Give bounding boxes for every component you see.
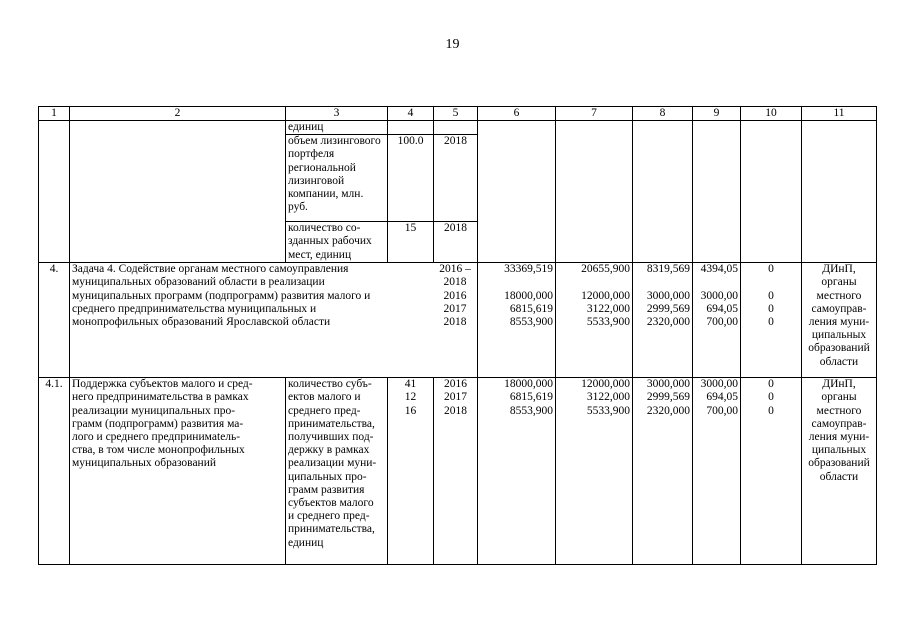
funding-col10: 0 0 0 [741, 378, 802, 565]
empty-cell [70, 121, 286, 263]
task-name-cell [70, 263, 478, 378]
value-cell: 15 [388, 222, 434, 263]
funding-col10: 0 0 0 0 [741, 263, 802, 378]
table-row [39, 121, 877, 135]
funding-col8: 3000,000 2999,569 2320,000 [633, 378, 693, 565]
row-number: 4. [39, 263, 70, 378]
indicator-cell: объем лизингового портфеля региональной лизинговой компании, млн. руб. [286, 135, 388, 222]
empty-cell [741, 121, 802, 263]
value-cell: 41 12 16 [388, 378, 434, 565]
program-table [38, 106, 877, 565]
row-number: 4.1. [39, 378, 70, 565]
empty-cell [633, 121, 693, 263]
empty-cell [802, 121, 877, 263]
total-funding: 33369,519 18000,000 6815,619 8553,900 [478, 263, 556, 378]
funding-col8: 8319,569 3000,000 2999,569 2320,000 [633, 263, 693, 378]
header-cell: 6 [478, 107, 556, 121]
empty-cell [478, 121, 556, 263]
year-cell: 2018 [434, 222, 478, 263]
empty-cell [693, 121, 741, 263]
header-cell: 1 [39, 107, 70, 121]
header-cell: 11 [802, 107, 877, 121]
header-cell: 2 [70, 107, 286, 121]
year-cell: 2016 2017 2018 [434, 378, 478, 565]
header-cell: 8 [633, 107, 693, 121]
indicator-cell: количество субъ- ектов малого и среднего пред- принимательства, получивших под- держку в рамках реализации муни- ципальных про- грамм развития субъектов малого и среднего пред- принимательства, единиц [286, 378, 388, 565]
header-cell: 10 [741, 107, 802, 121]
funding-col7: 12000,000 3122,000 5533,900 [556, 378, 633, 565]
header-cell: 5 [434, 107, 478, 121]
value-cell: 100.0 [388, 135, 434, 222]
value-cell [388, 121, 434, 135]
empty-cell [556, 121, 633, 263]
executor-cell: ДИнП, органы местного самоуправ- ления муни- ципальных образований области [802, 378, 877, 565]
task-name: Задача 4. Содействие органам местного самоуправления муниципальных образований области в реализации муниципальных программ (подпрограмм) развития малого и среднего предпринимательства муниципальных и монопрофильных образований Ярославской области [72, 263, 371, 329]
header-cell: 7 [556, 107, 633, 121]
subtask-row [39, 378, 877, 565]
subtask-name: Поддержка субъектов малого и сред- него предпринимательства в рамках реализации муниципальных про- грамм (подпрограмм) развития ма- лого и среднего предпринимatель- ства, в том числе монопрофильных муниципальных образований [70, 378, 286, 565]
page-number: 19 [445, 37, 460, 52]
task-row [39, 263, 877, 378]
total-funding: 18000,000 6815,619 8553,900 [478, 378, 556, 565]
indicator-cell: единиц [286, 121, 388, 135]
funding-col7: 20655,900 12000,000 3122,000 5533,900 [556, 263, 633, 378]
header-cell: 4 [388, 107, 434, 121]
year-cell [434, 121, 478, 135]
indicator-cell: количество со- зданных рабочих мест, единиц [286, 222, 388, 263]
header-row [39, 107, 877, 121]
header-cell: 3 [286, 107, 388, 121]
funding-col9: 3000,00 694,05 700,00 [693, 378, 741, 565]
year-cell: 2018 [434, 135, 478, 222]
executor-cell: ДИнП, органы местного самоуправ- ления муни- ципальных образований области [802, 263, 877, 378]
empty-cell [39, 121, 70, 263]
header-cell: 9 [693, 107, 741, 121]
funding-col9: 4394,05 3000,00 694,05 700,00 [693, 263, 741, 378]
task-years: 2016 – 2018 2016 2017 2018 [439, 263, 471, 329]
